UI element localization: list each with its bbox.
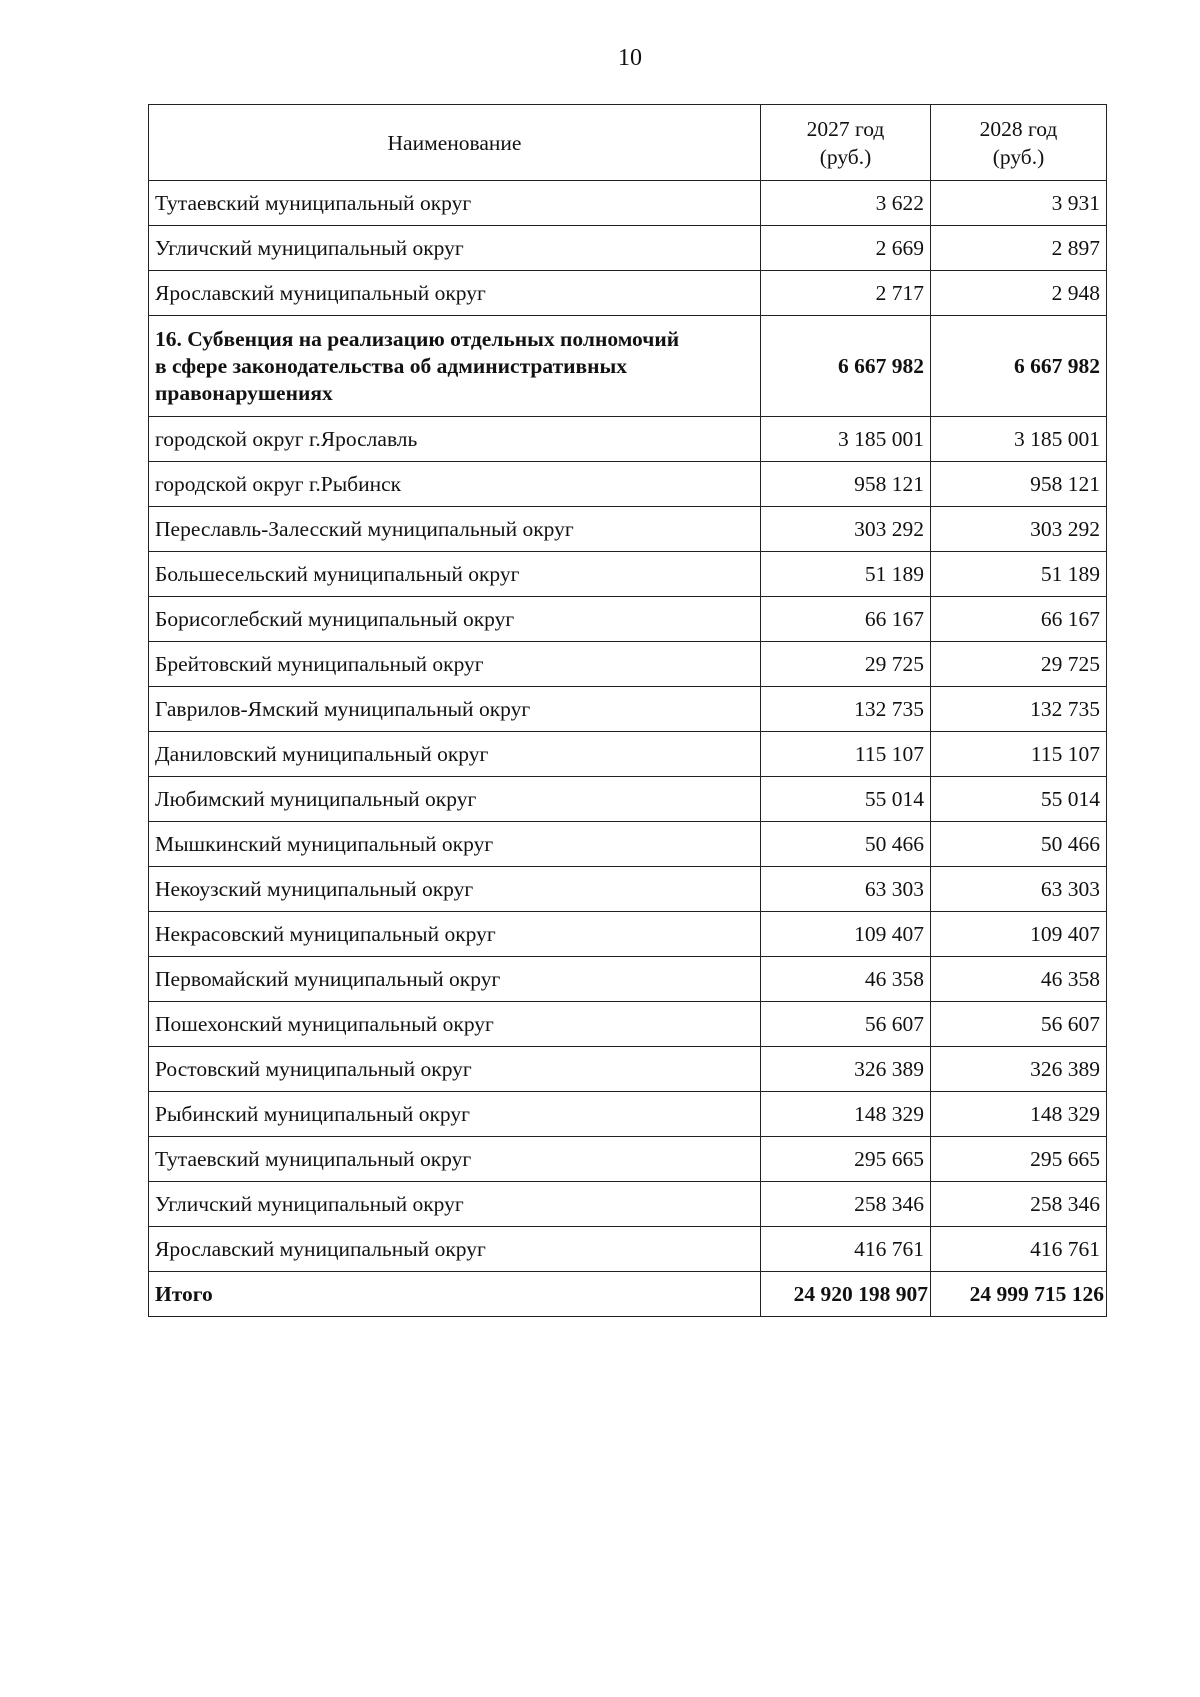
row-value-2028: 303 292 (931, 507, 1107, 552)
row-name: Переславль-Залесский муниципальный округ (149, 507, 761, 552)
row-value-2027: 63 303 (761, 867, 931, 912)
row-name: Ярославский муниципальный округ (149, 271, 761, 316)
table-row (149, 1047, 1107, 1092)
row-value-2028: 56 607 (931, 1002, 1107, 1047)
section-title-line: в сфере законодательства об административных (155, 353, 628, 378)
table-row (149, 732, 1107, 777)
row-value-2027: 56 607 (761, 1002, 931, 1047)
row-name: Угличский муниципальный округ (149, 1182, 761, 1227)
row-value-2027: 295 665 (761, 1137, 931, 1182)
row-name: Первомайский муниципальный округ (149, 957, 761, 1002)
section-row (149, 316, 1107, 417)
row-value-2028: 29 725 (931, 642, 1107, 687)
table-row (149, 271, 1107, 316)
row-name: городской округ г.Ярославль (149, 417, 761, 462)
section-value-2028: 6 667 982 (931, 316, 1107, 417)
district-rows (149, 417, 1107, 1272)
table-row (149, 687, 1107, 732)
row-value-2028: 295 665 (931, 1137, 1107, 1182)
row-name: Ярославский муниципальный округ (149, 1227, 761, 1272)
row-name: Пошехонский муниципальный округ (149, 1002, 761, 1047)
row-name: Некрасовский муниципальный округ (149, 912, 761, 957)
column-header-name: Наименование (149, 105, 761, 181)
table-row (149, 777, 1107, 822)
row-name: Ростовский муниципальный округ (149, 1047, 761, 1092)
row-value-2028: 2 948 (931, 271, 1107, 316)
table-row (149, 597, 1107, 642)
row-name: Некоузский муниципальный округ (149, 867, 761, 912)
row-value-2027: 50 466 (761, 822, 931, 867)
row-name: Тутаевский муниципальный округ (149, 181, 761, 226)
section-title (149, 316, 761, 417)
total-row (149, 1272, 1107, 1317)
section-title-line: 16. Субвенция на реализацию отдельных полномочий (155, 326, 680, 351)
table-row (149, 867, 1107, 912)
total-label: Итого (149, 1272, 761, 1317)
row-value-2028: 51 189 (931, 552, 1107, 597)
row-value-2027: 3 185 001 (761, 417, 931, 462)
column-header-2027-unit: (руб.) (819, 144, 872, 169)
row-name: Рыбинский муниципальный округ (149, 1092, 761, 1137)
table-row (149, 462, 1107, 507)
row-value-2028: 2 897 (931, 226, 1107, 271)
row-value-2028: 416 761 (931, 1227, 1107, 1272)
budget-table (148, 104, 1107, 1317)
row-value-2027: 29 725 (761, 642, 931, 687)
row-value-2027: 132 735 (761, 687, 931, 732)
row-value-2027: 326 389 (761, 1047, 931, 1092)
row-name: Большесельский муниципальный округ (149, 552, 761, 597)
table-header-row (149, 105, 1107, 181)
row-name: Тутаевский муниципальный округ (149, 1137, 761, 1182)
row-value-2027: 148 329 (761, 1092, 931, 1137)
column-header-2028-year: 2028 год (979, 116, 1058, 141)
table-row (149, 1137, 1107, 1182)
row-value-2028: 115 107 (931, 732, 1107, 777)
row-name: Любимский муниципальный округ (149, 777, 761, 822)
table-row (149, 822, 1107, 867)
row-value-2028: 63 303 (931, 867, 1107, 912)
row-value-2027: 2 669 (761, 226, 931, 271)
column-header-2027 (761, 105, 931, 181)
row-value-2027: 55 014 (761, 777, 931, 822)
table-row (149, 507, 1107, 552)
row-name: Даниловский муниципальный округ (149, 732, 761, 777)
row-value-2028: 46 358 (931, 957, 1107, 1002)
row-value-2027: 416 761 (761, 1227, 931, 1272)
total-value-2027: 24 920 198 907 (761, 1272, 931, 1317)
row-value-2028: 66 167 (931, 597, 1107, 642)
row-value-2027: 258 346 (761, 1182, 931, 1227)
page-number: 10 (618, 45, 642, 71)
table-row (149, 642, 1107, 687)
row-value-2027: 115 107 (761, 732, 931, 777)
row-value-2028: 50 466 (931, 822, 1107, 867)
row-value-2028: 3 931 (931, 181, 1107, 226)
table-row (149, 226, 1107, 271)
column-header-2028-unit: (руб.) (992, 144, 1045, 169)
table-row (149, 417, 1107, 462)
row-value-2028: 258 346 (931, 1182, 1107, 1227)
section-title-line: правонарушениях (155, 380, 333, 405)
table-row (149, 1182, 1107, 1227)
row-value-2027: 3 622 (761, 181, 931, 226)
row-value-2028: 958 121 (931, 462, 1107, 507)
row-value-2027: 109 407 (761, 912, 931, 957)
row-name: Угличский муниципальный округ (149, 226, 761, 271)
row-value-2027: 51 189 (761, 552, 931, 597)
row-name: Гаврилов-Ямский муниципальный округ (149, 687, 761, 732)
row-name: Борисоглебский муниципальный округ (149, 597, 761, 642)
table-row (149, 552, 1107, 597)
row-value-2028: 55 014 (931, 777, 1107, 822)
row-name: Мышкинский муниципальный округ (149, 822, 761, 867)
table-row (149, 1227, 1107, 1272)
row-value-2027: 303 292 (761, 507, 931, 552)
table-row (149, 912, 1107, 957)
row-value-2027: 958 121 (761, 462, 931, 507)
section-value-2027: 6 667 982 (761, 316, 931, 417)
column-header-2028 (931, 105, 1107, 181)
column-header-2027-year: 2027 год (806, 116, 885, 141)
total-value-2028: 24 999 715 126 (931, 1272, 1107, 1317)
row-value-2028: 326 389 (931, 1047, 1107, 1092)
row-name: Брейтовский муниципальный округ (149, 642, 761, 687)
row-value-2028: 3 185 001 (931, 417, 1107, 462)
row-value-2027: 2 717 (761, 271, 931, 316)
table-row (149, 1002, 1107, 1047)
table-row (149, 181, 1107, 226)
row-value-2028: 148 329 (931, 1092, 1107, 1137)
row-value-2028: 132 735 (931, 687, 1107, 732)
table-row (149, 957, 1107, 1002)
row-value-2027: 46 358 (761, 957, 931, 1002)
row-value-2028: 109 407 (931, 912, 1107, 957)
row-name: городской округ г.Рыбинск (149, 462, 761, 507)
table-row (149, 1092, 1107, 1137)
row-value-2027: 66 167 (761, 597, 931, 642)
